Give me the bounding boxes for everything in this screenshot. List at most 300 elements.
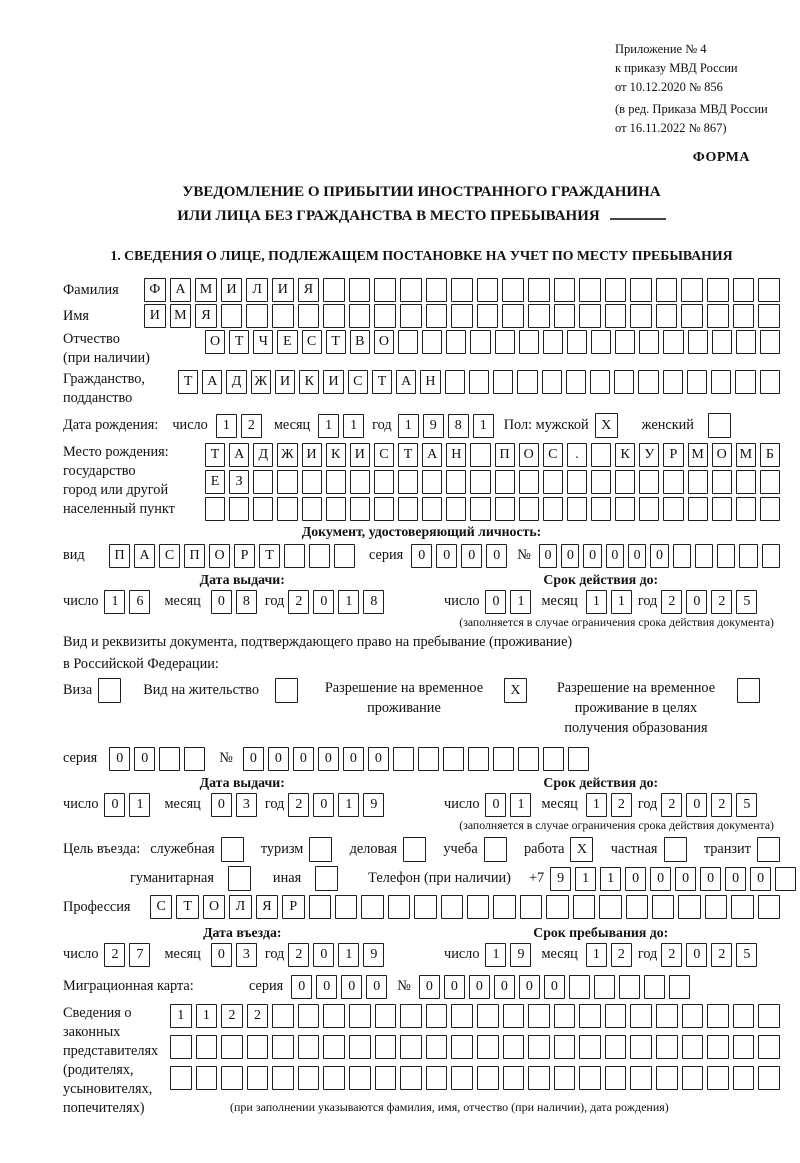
char-cell[interactable]: Б	[760, 443, 780, 467]
char-cell[interactable]	[656, 304, 678, 328]
char-cell[interactable]	[630, 278, 652, 302]
char-cell[interactable]	[277, 470, 297, 494]
char-cell[interactable]: 5	[736, 793, 757, 817]
char-cell[interactable]	[630, 304, 652, 328]
char-cell[interactable]: 0	[625, 867, 646, 891]
char-cell[interactable]: Н	[420, 370, 440, 394]
char-cell[interactable]	[736, 470, 756, 494]
char-cell[interactable]: М	[195, 278, 217, 302]
char-cell[interactable]	[605, 1035, 627, 1059]
char-cell[interactable]	[422, 497, 442, 521]
char-cell[interactable]	[451, 1066, 473, 1090]
char-cell[interactable]	[398, 470, 418, 494]
char-cell[interactable]: 0	[211, 943, 232, 967]
char-cell[interactable]: И	[302, 443, 322, 467]
sex-female-checkbox[interactable]	[708, 413, 731, 438]
char-cell[interactable]: В	[350, 330, 370, 354]
char-cell[interactable]	[323, 278, 345, 302]
char-cell[interactable]: С	[348, 370, 368, 394]
char-cell[interactable]: 1	[216, 414, 237, 438]
char-cell[interactable]: 0	[291, 975, 312, 999]
char-cell[interactable]	[298, 304, 320, 328]
char-cell[interactable]	[678, 895, 700, 919]
char-cell[interactable]	[630, 1066, 652, 1090]
char-cell[interactable]: 0	[341, 975, 362, 999]
char-cell[interactable]: 8	[236, 590, 257, 614]
char-cell[interactable]: 1	[586, 943, 607, 967]
char-cell[interactable]	[682, 1004, 704, 1028]
char-cell[interactable]	[638, 370, 658, 394]
char-cell[interactable]	[554, 1066, 576, 1090]
char-cell[interactable]	[422, 330, 442, 354]
char-cell[interactable]	[451, 304, 473, 328]
char-cell[interactable]	[400, 304, 422, 328]
char-cell[interactable]: И	[221, 278, 243, 302]
char-cell[interactable]	[760, 370, 780, 394]
char-cell[interactable]	[246, 304, 268, 328]
char-cell[interactable]	[375, 1066, 397, 1090]
char-cell[interactable]	[418, 747, 439, 771]
char-cell[interactable]: Р	[234, 544, 255, 568]
char-cell[interactable]: 8	[363, 590, 384, 614]
char-cell[interactable]: Д	[253, 443, 273, 467]
char-cell[interactable]: Е	[277, 330, 297, 354]
char-cell[interactable]: 0	[419, 975, 440, 999]
sex-male-checkbox[interactable]: X	[595, 413, 618, 438]
char-cell[interactable]	[688, 497, 708, 521]
char-cell[interactable]: 0	[104, 793, 125, 817]
char-cell[interactable]: 0	[436, 544, 457, 568]
char-cell[interactable]: С	[302, 330, 322, 354]
residence-permit-checkbox[interactable]	[275, 678, 298, 703]
char-cell[interactable]	[695, 544, 713, 568]
char-cell[interactable]	[644, 975, 665, 999]
char-cell[interactable]: 0	[628, 544, 646, 568]
char-cell[interactable]	[309, 544, 330, 568]
char-cell[interactable]: 0	[366, 975, 387, 999]
char-cell[interactable]: О	[205, 330, 225, 354]
purpose-tourism-checkbox[interactable]	[309, 837, 332, 862]
char-cell[interactable]	[626, 895, 648, 919]
char-cell[interactable]	[619, 975, 640, 999]
char-cell[interactable]: П	[495, 443, 515, 467]
char-cell[interactable]	[503, 1035, 525, 1059]
char-cell[interactable]: 7	[129, 943, 150, 967]
char-cell[interactable]	[760, 470, 780, 494]
char-cell[interactable]	[639, 330, 659, 354]
char-cell[interactable]	[615, 497, 635, 521]
char-cell[interactable]	[579, 1004, 601, 1028]
char-cell[interactable]: 2	[661, 943, 682, 967]
char-cell[interactable]	[398, 330, 418, 354]
char-cell[interactable]	[247, 1035, 269, 1059]
char-cell[interactable]: .	[567, 443, 587, 467]
char-cell[interactable]	[656, 1066, 678, 1090]
char-cell[interactable]: Т	[326, 330, 346, 354]
char-cell[interactable]	[656, 1004, 678, 1028]
char-cell[interactable]	[599, 895, 621, 919]
char-cell[interactable]	[196, 1035, 218, 1059]
char-cell[interactable]	[739, 544, 757, 568]
char-cell[interactable]: 2	[247, 1004, 269, 1028]
char-cell[interactable]: У	[639, 443, 659, 467]
char-cell[interactable]	[758, 278, 780, 302]
char-cell[interactable]: 0	[313, 590, 334, 614]
char-cell[interactable]	[443, 747, 464, 771]
char-cell[interactable]: С	[374, 443, 394, 467]
char-cell[interactable]: А	[229, 443, 249, 467]
char-cell[interactable]	[374, 304, 396, 328]
char-cell[interactable]	[272, 1004, 294, 1028]
char-cell[interactable]	[477, 1066, 499, 1090]
char-cell[interactable]: П	[184, 544, 205, 568]
char-cell[interactable]: С	[159, 544, 180, 568]
char-cell[interactable]	[445, 370, 465, 394]
char-cell[interactable]	[681, 304, 703, 328]
char-cell[interactable]: О	[519, 443, 539, 467]
char-cell[interactable]	[470, 497, 490, 521]
char-cell[interactable]	[554, 1035, 576, 1059]
char-cell[interactable]	[298, 1066, 320, 1090]
char-cell[interactable]	[349, 278, 371, 302]
char-cell[interactable]: 0	[211, 590, 232, 614]
char-cell[interactable]: 9	[510, 943, 531, 967]
char-cell[interactable]: М	[170, 304, 192, 328]
char-cell[interactable]	[707, 1035, 729, 1059]
char-cell[interactable]: 1	[338, 793, 359, 817]
char-cell[interactable]: С	[150, 895, 172, 919]
char-cell[interactable]: 0	[313, 943, 334, 967]
char-cell[interactable]: Я	[195, 304, 217, 328]
char-cell[interactable]	[426, 1035, 448, 1059]
char-cell[interactable]: Т	[176, 895, 198, 919]
char-cell[interactable]	[579, 304, 601, 328]
char-cell[interactable]	[446, 470, 466, 494]
char-cell[interactable]: 0	[486, 544, 507, 568]
char-cell[interactable]: Т	[178, 370, 198, 394]
char-cell[interactable]	[253, 470, 273, 494]
char-cell[interactable]: 0	[700, 867, 721, 891]
char-cell[interactable]	[712, 470, 732, 494]
char-cell[interactable]	[591, 443, 611, 467]
char-cell[interactable]: Т	[398, 443, 418, 467]
char-cell[interactable]: 1	[104, 590, 125, 614]
char-cell[interactable]: 0	[211, 793, 232, 817]
char-cell[interactable]: 2	[611, 793, 632, 817]
char-cell[interactable]	[470, 443, 490, 467]
char-cell[interactable]	[590, 370, 610, 394]
purpose-work-checkbox[interactable]: X	[570, 837, 593, 862]
char-cell[interactable]	[652, 895, 674, 919]
char-cell[interactable]: К	[326, 443, 346, 467]
char-cell[interactable]	[349, 1035, 371, 1059]
char-cell[interactable]	[495, 497, 515, 521]
purpose-other-checkbox[interactable]	[315, 866, 338, 891]
char-cell[interactable]	[470, 330, 490, 354]
char-cell[interactable]: 0	[318, 747, 339, 771]
char-cell[interactable]: З	[229, 470, 249, 494]
char-cell[interactable]: Ж	[251, 370, 271, 394]
char-cell[interactable]	[554, 278, 576, 302]
char-cell[interactable]	[569, 975, 590, 999]
char-cell[interactable]	[495, 330, 515, 354]
char-cell[interactable]	[554, 304, 576, 328]
char-cell[interactable]	[477, 304, 499, 328]
char-cell[interactable]: 0	[461, 544, 482, 568]
char-cell[interactable]: Я	[256, 895, 278, 919]
char-cell[interactable]	[277, 497, 297, 521]
char-cell[interactable]	[707, 1004, 729, 1028]
char-cell[interactable]: 0	[485, 590, 506, 614]
char-cell[interactable]	[687, 370, 707, 394]
char-cell[interactable]: 0	[561, 544, 579, 568]
char-cell[interactable]: 2	[661, 590, 682, 614]
char-cell[interactable]: 0	[606, 544, 624, 568]
char-cell[interactable]: 2	[104, 943, 125, 967]
char-cell[interactable]: О	[209, 544, 230, 568]
char-cell[interactable]: 2	[661, 793, 682, 817]
char-cell[interactable]	[520, 895, 542, 919]
char-cell[interactable]: 0	[686, 590, 707, 614]
char-cell[interactable]	[663, 370, 683, 394]
char-cell[interactable]: 0	[411, 544, 432, 568]
purpose-official-checkbox[interactable]	[221, 837, 244, 862]
char-cell[interactable]: Т	[229, 330, 249, 354]
char-cell[interactable]: Я	[298, 278, 320, 302]
purpose-transit-checkbox[interactable]	[757, 837, 780, 862]
char-cell[interactable]: Т	[205, 443, 225, 467]
char-cell[interactable]: 5	[736, 943, 757, 967]
char-cell[interactable]	[446, 330, 466, 354]
char-cell[interactable]	[374, 497, 394, 521]
char-cell[interactable]	[543, 747, 564, 771]
char-cell[interactable]: Н	[446, 443, 466, 467]
char-cell[interactable]	[441, 895, 463, 919]
char-cell[interactable]: 1	[338, 943, 359, 967]
char-cell[interactable]: Ж	[277, 443, 297, 467]
char-cell[interactable]	[762, 544, 780, 568]
char-cell[interactable]	[669, 975, 690, 999]
char-cell[interactable]	[758, 1004, 780, 1028]
char-cell[interactable]: 5	[736, 590, 757, 614]
char-cell[interactable]	[426, 1066, 448, 1090]
char-cell[interactable]	[615, 330, 635, 354]
char-cell[interactable]	[375, 1004, 397, 1028]
char-cell[interactable]	[543, 470, 563, 494]
char-cell[interactable]	[705, 895, 727, 919]
char-cell[interactable]	[579, 278, 601, 302]
char-cell[interactable]	[591, 497, 611, 521]
visa-checkbox[interactable]	[98, 678, 121, 703]
char-cell[interactable]: 0	[293, 747, 314, 771]
char-cell[interactable]	[758, 1066, 780, 1090]
char-cell[interactable]	[361, 895, 383, 919]
char-cell[interactable]: 2	[288, 590, 309, 614]
char-cell[interactable]: С	[543, 443, 563, 467]
char-cell[interactable]: 1	[343, 414, 364, 438]
char-cell[interactable]	[350, 470, 370, 494]
char-cell[interactable]: О	[203, 895, 225, 919]
char-cell[interactable]	[349, 1004, 371, 1028]
char-cell[interactable]	[374, 278, 396, 302]
char-cell[interactable]	[503, 1004, 525, 1028]
char-cell[interactable]	[579, 1066, 601, 1090]
char-cell[interactable]: 0	[268, 747, 289, 771]
char-cell[interactable]: 0	[725, 867, 746, 891]
char-cell[interactable]: 0	[469, 975, 490, 999]
temp-permit-edu-checkbox[interactable]	[737, 678, 760, 703]
char-cell[interactable]	[605, 304, 627, 328]
char-cell[interactable]	[326, 497, 346, 521]
char-cell[interactable]: О	[374, 330, 394, 354]
char-cell[interactable]: 0	[544, 975, 565, 999]
char-cell[interactable]	[663, 470, 683, 494]
char-cell[interactable]: 1	[586, 793, 607, 817]
char-cell[interactable]: М	[736, 443, 756, 467]
char-cell[interactable]	[688, 330, 708, 354]
char-cell[interactable]: 1	[398, 414, 419, 438]
char-cell[interactable]	[707, 1066, 729, 1090]
char-cell[interactable]: 3	[236, 793, 257, 817]
char-cell[interactable]: 0	[485, 793, 506, 817]
char-cell[interactable]	[335, 895, 357, 919]
char-cell[interactable]	[196, 1066, 218, 1090]
char-cell[interactable]	[323, 304, 345, 328]
char-cell[interactable]	[663, 330, 683, 354]
char-cell[interactable]	[400, 278, 422, 302]
char-cell[interactable]: 1	[338, 590, 359, 614]
char-cell[interactable]	[711, 370, 731, 394]
char-cell[interactable]	[528, 304, 550, 328]
char-cell[interactable]	[400, 1004, 422, 1028]
char-cell[interactable]: 1	[485, 943, 506, 967]
char-cell[interactable]: 0	[686, 943, 707, 967]
char-cell[interactable]	[426, 1004, 448, 1028]
purpose-private-checkbox[interactable]	[664, 837, 687, 862]
char-cell[interactable]: 0	[686, 793, 707, 817]
char-cell[interactable]	[470, 470, 490, 494]
char-cell[interactable]: 0	[316, 975, 337, 999]
char-cell[interactable]	[758, 1035, 780, 1059]
char-cell[interactable]: П	[109, 544, 130, 568]
char-cell[interactable]	[205, 497, 225, 521]
char-cell[interactable]: 3	[236, 943, 257, 967]
char-cell[interactable]: Т	[372, 370, 392, 394]
char-cell[interactable]	[170, 1066, 192, 1090]
char-cell[interactable]: А	[134, 544, 155, 568]
char-cell[interactable]	[221, 1035, 243, 1059]
char-cell[interactable]: 1	[473, 414, 494, 438]
char-cell[interactable]	[493, 370, 513, 394]
char-cell[interactable]	[639, 497, 659, 521]
char-cell[interactable]: 0	[134, 747, 155, 771]
char-cell[interactable]: К	[299, 370, 319, 394]
char-cell[interactable]	[605, 1066, 627, 1090]
char-cell[interactable]: 9	[550, 867, 571, 891]
char-cell[interactable]	[493, 747, 514, 771]
char-cell[interactable]	[594, 975, 615, 999]
char-cell[interactable]	[426, 304, 448, 328]
char-cell[interactable]	[543, 497, 563, 521]
char-cell[interactable]	[375, 1035, 397, 1059]
char-cell[interactable]	[414, 895, 436, 919]
char-cell[interactable]	[733, 1004, 755, 1028]
char-cell[interactable]	[758, 304, 780, 328]
char-cell[interactable]	[495, 470, 515, 494]
char-cell[interactable]	[221, 304, 243, 328]
char-cell[interactable]	[656, 1035, 678, 1059]
char-cell[interactable]	[468, 747, 489, 771]
purpose-study-checkbox[interactable]	[484, 837, 507, 862]
char-cell[interactable]	[272, 304, 294, 328]
char-cell[interactable]	[451, 1004, 473, 1028]
char-cell[interactable]	[663, 497, 683, 521]
char-cell[interactable]	[605, 1004, 627, 1028]
char-cell[interactable]	[221, 1066, 243, 1090]
char-cell[interactable]: Л	[229, 895, 251, 919]
char-cell[interactable]: 2	[711, 793, 732, 817]
char-cell[interactable]: Е	[205, 470, 225, 494]
char-cell[interactable]	[229, 497, 249, 521]
char-cell[interactable]	[760, 330, 780, 354]
char-cell[interactable]: 1	[600, 867, 621, 891]
char-cell[interactable]: 1	[318, 414, 339, 438]
char-cell[interactable]	[707, 278, 729, 302]
char-cell[interactable]	[350, 497, 370, 521]
char-cell[interactable]: 0	[243, 747, 264, 771]
char-cell[interactable]: А	[202, 370, 222, 394]
char-cell[interactable]: 9	[423, 414, 444, 438]
char-cell[interactable]	[573, 895, 595, 919]
char-cell[interactable]	[681, 278, 703, 302]
char-cell[interactable]: И	[275, 370, 295, 394]
char-cell[interactable]: 2	[288, 793, 309, 817]
char-cell[interactable]	[272, 1035, 294, 1059]
char-cell[interactable]: 1	[196, 1004, 218, 1028]
char-cell[interactable]: И	[272, 278, 294, 302]
char-cell[interactable]	[707, 304, 729, 328]
char-cell[interactable]	[400, 1066, 422, 1090]
char-cell[interactable]	[566, 370, 586, 394]
char-cell[interactable]	[567, 497, 587, 521]
char-cell[interactable]	[326, 470, 346, 494]
char-cell[interactable]	[446, 497, 466, 521]
char-cell[interactable]	[323, 1066, 345, 1090]
char-cell[interactable]	[517, 370, 537, 394]
char-cell[interactable]: 1	[510, 793, 531, 817]
char-cell[interactable]: 2	[611, 943, 632, 967]
char-cell[interactable]	[467, 895, 489, 919]
char-cell[interactable]: И	[350, 443, 370, 467]
char-cell[interactable]: Л	[246, 278, 268, 302]
char-cell[interactable]	[543, 330, 563, 354]
char-cell[interactable]	[298, 1004, 320, 1028]
char-cell[interactable]	[758, 895, 780, 919]
char-cell[interactable]	[272, 1066, 294, 1090]
char-cell[interactable]: 6	[129, 590, 150, 614]
char-cell[interactable]: 0	[650, 867, 671, 891]
char-cell[interactable]	[309, 895, 331, 919]
char-cell[interactable]	[591, 330, 611, 354]
char-cell[interactable]: Р	[663, 443, 683, 467]
char-cell[interactable]: Д	[226, 370, 246, 394]
char-cell[interactable]	[712, 330, 732, 354]
char-cell[interactable]	[639, 470, 659, 494]
char-cell[interactable]	[502, 278, 524, 302]
char-cell[interactable]: 0	[750, 867, 771, 891]
char-cell[interactable]	[673, 544, 691, 568]
char-cell[interactable]	[735, 370, 755, 394]
